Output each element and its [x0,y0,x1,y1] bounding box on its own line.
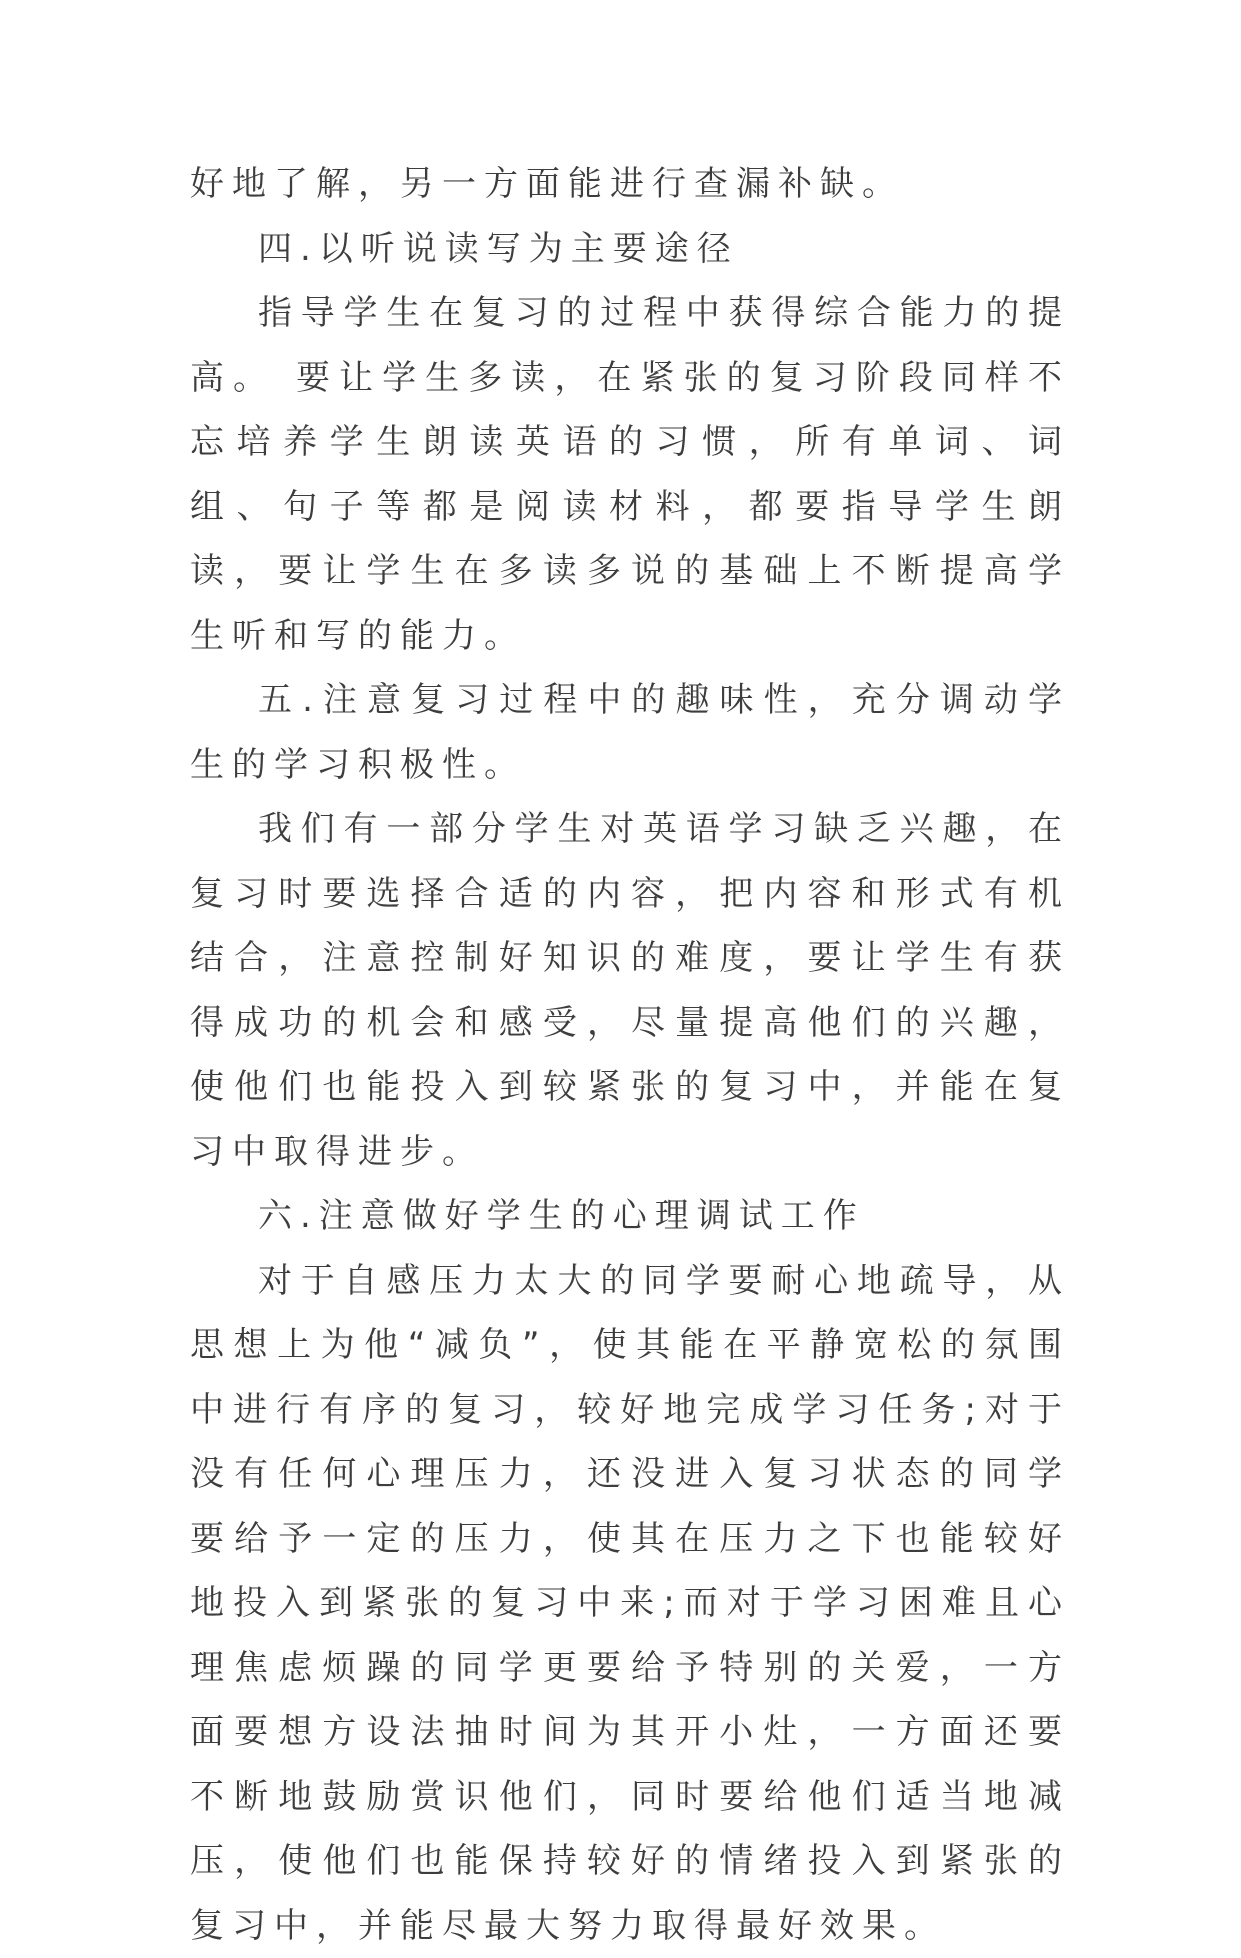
section-heading-4: 四.以听说读写为主要途径 [190,217,1070,282]
paragraph-psychology: 对于自感压力太大的同学要耐心地疏导，从思想上为他“减负”，使其能在平静宽松的氛围中进行有序的复习，较好地完成学习任务;对于没有任何心理压力，还没进入复习状态的同学要给予一定的压力，使其在压力之下也能较好地投入到紧张的复习中来;而对于学习困难且心理焦虑烦躁的同学更要给予特别的关爱，一方面要想方设法抽时间为其开小灶，一方面还要不断地鼓励赏识他们，同时要给他们适当地减压，使他们也能保持较好的情绪投入到紧张的复习中，并能尽最大努力取得最好效果。 [190,1249,1070,1958]
section-heading-5: 五.注意复习过程中的趣味性，充分调动学生的学习积极性。 [190,668,1070,797]
section-heading-6: 六.注意做好学生的心理调试工作 [190,1184,1070,1249]
paragraph-continuation: 好地了解，另一方面能进行查漏补缺。 [190,152,1070,217]
paragraph-listening-speaking: 指导学生在复习的过程中获得综合能力的提高。 要让学生多读，在紧张的复习阶段同样不忘培养学生朗读英语的习惯，所有单词、词组、句子等都是阅读材料，都要指导学生朗读，要让学生在多读多说的基础上不断提高学生听和写的能力。 [190,281,1070,668]
paragraph-interest: 我们有一部分学生对英语学习缺乏兴趣，在复习时要选择合适的内容，把内容和形式有机结合，注意控制好知识的难度，要让学生有获得成功的机会和感受，尽量提高他们的兴趣，使他们也能投入到较紧张的复习中，并能在复习中取得进步。 [190,797,1070,1184]
document-body [190,152,1070,1958]
